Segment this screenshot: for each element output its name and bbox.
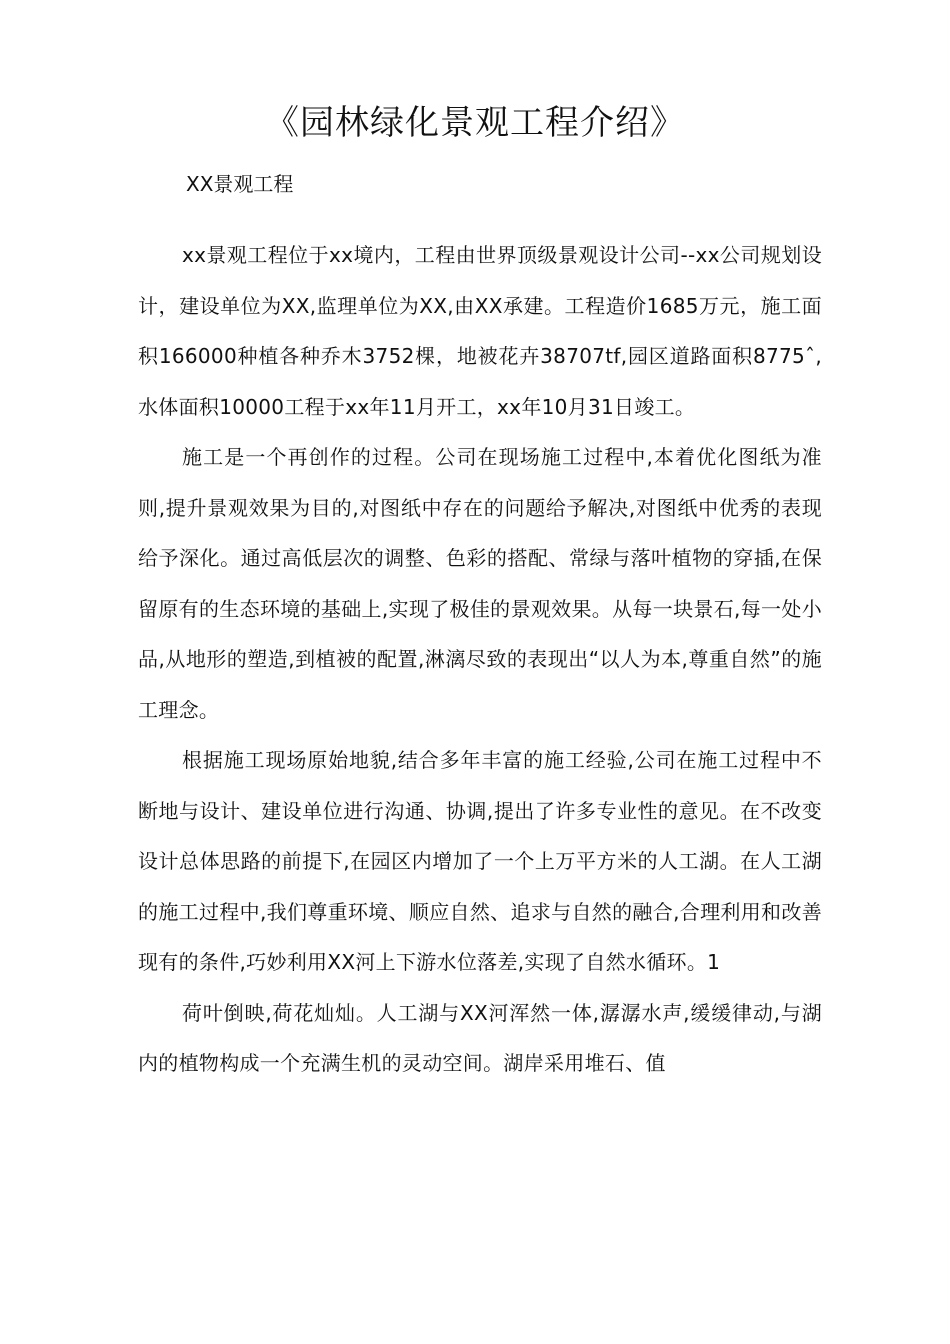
- document-title: 《园林绿化景观工程介绍》: [265, 103, 685, 143]
- paragraph-lotus-lake: 荷叶倒映,荷花灿灿。人工湖与XX河浑然一体,潺潺水声,缓缓律动,与湖内的植物构成一个充满生机的灵动空间。湖岸采用堆石、值: [138, 1000, 822, 1075]
- document-subtitle: XX景观工程: [186, 172, 294, 196]
- document-body: [138, 230, 822, 1089]
- paragraph-project-overview: xx景观工程位于xx境内，工程由世界顶级景观设计公司--xx公司规划设计，建设单位为XX,监理单位为XX,由XX承建。工程造价1685万元，施工面积166000种植各种乔木3752棵，地被花卉38707tf,园区道路面积8775ˆ,水体面积10000工程于xx年11月开工，xx年10月31日竣工。: [138, 243, 822, 419]
- paragraph-construction-process: 施工是一个再创作的过程。公司在现场施工过程中,本着优化图纸为准则,提升景观效果为目的,对图纸中存在的问题给予解决,对图纸中优秀的表现给予深化。通过高低层次的调整、色彩的搭配、常绿与落叶植物的穿插,在保留原有的生态环境的基础上,实现了极佳的景观效果。从每一块景石,每一处小品,从地形的塑造,到植被的配置,淋漓尽致的表现出“以人为本,尊重自然”的施工理念。: [138, 445, 822, 722]
- paragraph-artificial-lake: 根据施工现场原始地貌,结合多年丰富的施工经验,公司在施工过程中不断地与设计、建设单位进行沟通、协调,提出了许多专业性的意见。在不改变设计总体思路的前提下,在园区内增加了一个上万平方米的人工湖。在人工湖的施工过程中,我们尊重环境、顺应自然、追求与自然的融合,合理利用和改善现有的条件,巧妙利用XX河上下游水位落差,实现了自然水循环。1: [138, 748, 822, 974]
